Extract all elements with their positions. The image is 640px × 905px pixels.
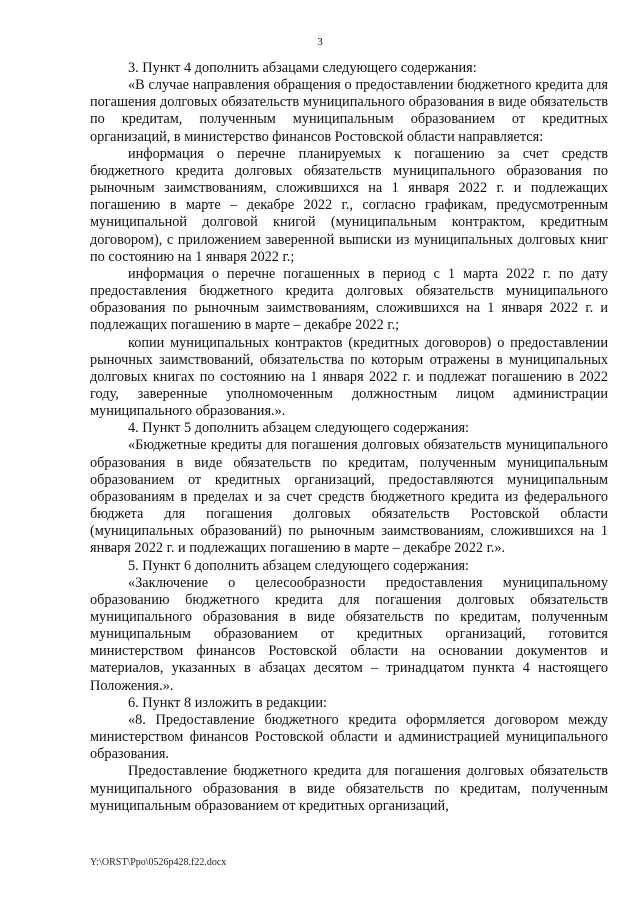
document-body xyxy=(90,60,608,815)
paragraph-clause-8-contract: «8. Предоставление бюджетного кредита оформляется договором между министерством финансов Ростовской области и администрацией муниципального образования. xyxy=(90,711,608,763)
footer-file-path: Y:\ORST\Ppo\0526p428.f22.docx xyxy=(90,857,227,868)
paragraph-item-4-heading: 4. Пункт 5 дополнить абзацем следующего содержания: xyxy=(128,420,470,437)
paragraph-item-6-heading: 6. Пункт 8 изложить в редакции: xyxy=(128,694,327,711)
paragraph-planned-repayment-info: информация о перечне планируемых к погашению за счет средств бюджетного кредита долговых обязательств муниципального образования по рыночным заимствованиям, сложившихся на 1 января 2022 г. и подлежащих погашению в марте – декабре 2022 г., согласно графикам, предусмотренным муниципальной долговой книгой (муниципальным контрактом, кредитным договором), с приложением заверенной выписки из муниципальных долговых книг по состоянию на 1 января 2022 г.; xyxy=(90,145,608,265)
paragraph-feasibility-conclusion: «Заключение о целесообразности предоставления муниципальному образованию бюджетного кредита для погашения долговых обязательств муниципального образования в виде обязательств по кредитам, полученным муниципальным образованием от кредитных организаций, готовится министерством финансов Ростовской области на основании документов и материалов, указанных в абзацах десятом – тринадцатом пункта 4 настоящего Положения.». xyxy=(90,574,608,694)
page-number: 3 xyxy=(317,36,323,48)
paragraph-repaid-obligations-info: информация о перечне погашенных в период с 1 марта 2022 г. по дату предоставления бюджетного кредита долговых обязательств муниципального образования по рыночным заимствованиям, сложившихся на 1 января 2022 г. и подлежащих погашению в марте – декабре 2022 г.; xyxy=(90,265,608,334)
paragraph-budget-credits-provision: «Бюджетные кредиты для погашения долговых обязательств муниципального образования в виде обязательств по кредитам, полученным муниципальным образованием от кредитных организаций, предоставляются муниципальным образованиям в пределах и за счет средств бюджетного кредита из федерального бюджета для погашения долговых обязательств Ростовской области (муниципальных образований) по рыночным заимствованиям, сложившихся на 1 января 2022 г. и подлежащих погашению в марте – декабре 2022 г.». xyxy=(90,437,608,557)
paragraph-request-intro: «В случае направления обращения о предоставлении бюджетного кредита для погашения долговых обязательств муниципального образования в виде обязательств по кредитам, полученным муниципальным образованием от кредитных организаций, в министерство финансов Ростовской области направляется: xyxy=(90,77,608,145)
paragraph-item-3-heading: 3. Пункт 4 дополнить абзацами следующего содержания: xyxy=(128,60,477,76)
paragraph-credit-provision-continued: Предоставление бюджетного кредита для погашения долговых обязательств муниципального образования в виде обязательств по кредитам, полученным муниципальным образованием от кредитных организаций, xyxy=(90,763,608,814)
paragraph-contract-copies: копии муниципальных контрактов (кредитных договоров) о предоставлении рыночных заимствований, обязательства по которым отражены в муниципальных долговых книгах по состоянию на 1 января 2022 г. и подлежат погашению в 2022 году, заверенные уполномоченным должностным лицом администрации муниципального образования.». xyxy=(90,334,608,420)
paragraph-item-5-heading: 5. Пункт 6 дополнить абзацем следующего содержания: xyxy=(128,557,470,574)
